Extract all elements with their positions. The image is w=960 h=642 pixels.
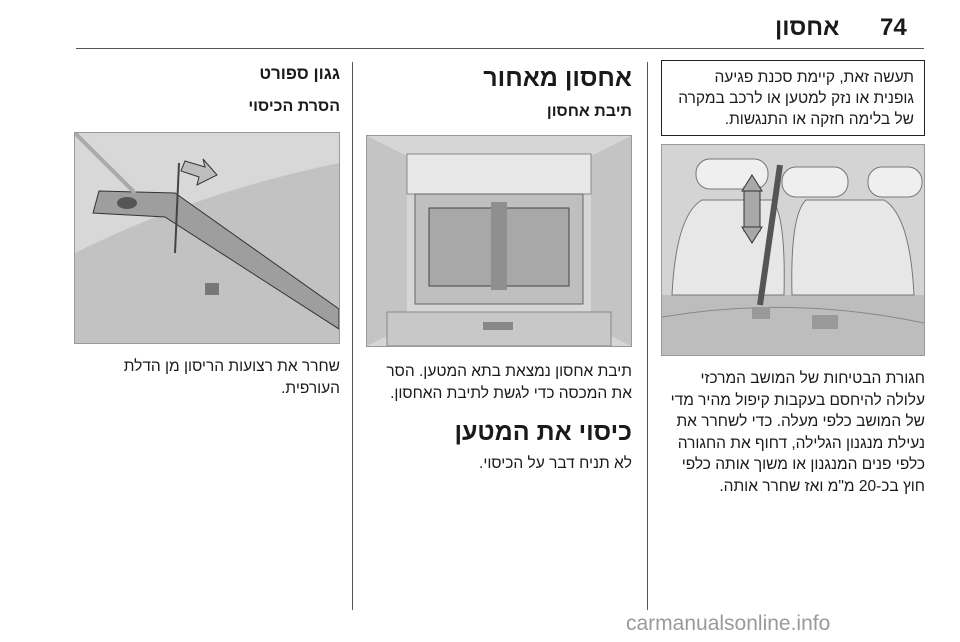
roof-cover-removal-arrow-icon — [75, 133, 339, 343]
right-body-text: חגורת הבטיחות של המושב המרכזי עלולה להיחסם בעקבות קיפול מהיר מדי של המושב כלפי מעלה. כדי לשחרר את נעילת מנגנון הגלילה, דחוף את החגורה כלפי פנים המנגנון או משוך אותה כלפי חוץ בכ-20 מ"מ ואז שחרר אותה. — [670, 370, 925, 495]
section-title-roof-rack: גגון ספורט — [259, 64, 340, 83]
subtitle-cover-removal: הסרת הכיסוי — [248, 98, 340, 115]
column-divider-right — [647, 62, 648, 610]
warning-box: תעשה זאת, קיימת סכנת פגיעה גופנית או נזק למטען או לרכב במקרה של בלימה חזקה או התנגשות. — [661, 60, 925, 136]
left-body-text: שחרר את רצועות הריסון מן הדלת העורפית. — [123, 358, 340, 397]
section-title-luggage-cover: כיסוי את המטען — [454, 418, 632, 446]
page-number: 74 — [880, 14, 907, 41]
header-divider — [76, 48, 924, 49]
rear-seat-headrest-height-arrow-icon — [662, 145, 924, 355]
trunk-figure — [366, 135, 632, 347]
page-header-title: אחסון — [775, 14, 840, 41]
rear-seat-figure — [661, 144, 925, 356]
subtitle-storage-box: תיבת אחסון — [546, 103, 632, 120]
trunk-storage-box-icon — [367, 136, 631, 346]
watermark: carmanualsonline.info — [626, 612, 831, 635]
column-divider-left — [352, 62, 353, 610]
middle-body-text-2: לא תניח דבר על הכיסוי. — [479, 455, 632, 472]
roof-cover-figure — [74, 132, 340, 344]
middle-body-text: תיבת אחסון נמצאת בתא המטען. הסר את המכסה כדי לגשת לתיבת האחסון. — [386, 363, 632, 402]
section-title-rear-storage: אחסון מאחור — [483, 64, 632, 92]
left-column — [74, 64, 340, 399]
middle-column — [366, 64, 632, 475]
page-header — [0, 0, 960, 56]
right-column — [661, 60, 925, 497]
